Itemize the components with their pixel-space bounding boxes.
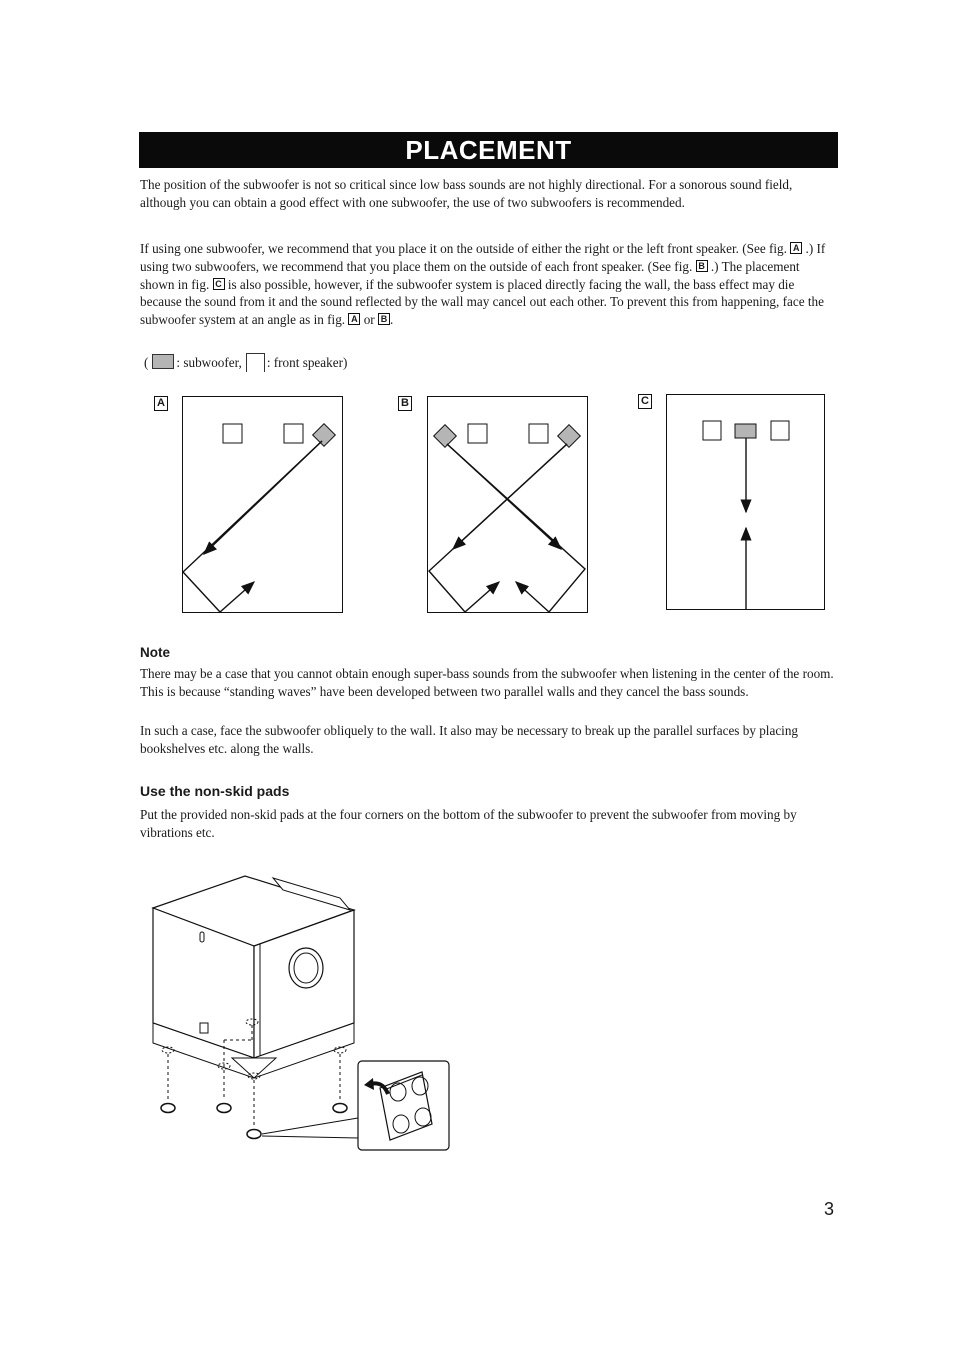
non-skid-pad [217,1104,231,1113]
figure-label-c: C [638,394,652,409]
front-speaker [529,424,548,443]
page-number: 3 [824,1199,835,1219]
page-title: PLACEMENT [139,132,838,168]
legend-subwoofer: : subwoofer, [176,355,242,370]
figure-label-a: A [154,396,168,411]
figure-b-diagram [427,396,589,615]
note-paragraph-1: There may be a case that you cannot obtain enough super-bass sounds from the subwoofer when listening in the center of the room. This is because “standing waves” have been developed between two parallel walls and they cancel the bass sounds. [140,666,834,699]
fig-ref-c: C [213,278,225,290]
note-heading: Note [140,645,170,660]
intro-paragraph: The position of the subwoofer is not so critical since low bass sounds are not highly directional. For a sonorous sound field, although you can obtain a good effect with one subwoofer, the use of two subwoofers is recommended. [140,177,793,210]
placement-text-2: .) If using two subwoofers, we recommend that you place them on the outside of each front speaker. (See fig. [140,241,826,274]
placement-text-4: is also possible, however, if the subwoofer system is placed directly facing the wall, the bass effect may die because the sound from it and the sound reflected by the wall may cancel out each other. To prevent this from happening, face the subwoofer system at an angle as in fig. [140,276,824,328]
subwoofer [434,425,457,448]
front-speaker-swatch [246,353,265,372]
placement-text-3: .) The placement shown in fig. [140,258,800,292]
symbol-legend [144,353,347,373]
subwoofer [313,424,336,447]
front-speaker [468,424,487,443]
placement-text-1: If using one subwoofer, we recommend that you place it on the outside of either the right or the left front speaker. (See fig. [140,241,787,256]
figure-c-diagram [666,394,828,613]
non-skid-pad [333,1104,347,1113]
non-skid-pad [161,1104,175,1113]
placement-paragraph [140,240,836,329]
front-speaker [703,421,721,440]
subwoofer [558,425,581,448]
front-speaker [223,424,242,443]
figure-label-b: B [398,396,412,411]
subwoofer-swatch [152,354,174,369]
subwoofer [735,424,756,438]
figure-a-diagram [182,396,344,615]
note-paragraph-2: In such a case, face the subwoofer obliquely to the wall. It also may be necessary to break up the parallel surfaces by placing bookshelves etc. along the walls. [140,723,799,756]
room-outline [428,397,588,613]
fig-ref-b: B [696,260,708,272]
front-speaker [284,424,303,443]
legend-front: : front speaker) [266,355,348,370]
front-speaker [771,421,789,440]
fig-ref-a: A [790,242,802,254]
fig-ref-b-2: B [378,313,390,325]
placement-or: or [363,312,375,328]
placement-end: . [389,312,394,328]
fig-ref-a-2: A [348,313,360,325]
non-skid-pad [247,1130,261,1139]
subwoofer-illustration [140,868,460,1158]
legend-open: ( [144,355,149,370]
pads-heading: Use the non-skid pads [140,783,290,799]
pads-paragraph: Put the provided non-skid pads at the four corners on the bottom of the subwoofer to prevent the subwoofer from moving by vibrations etc. [140,807,797,840]
